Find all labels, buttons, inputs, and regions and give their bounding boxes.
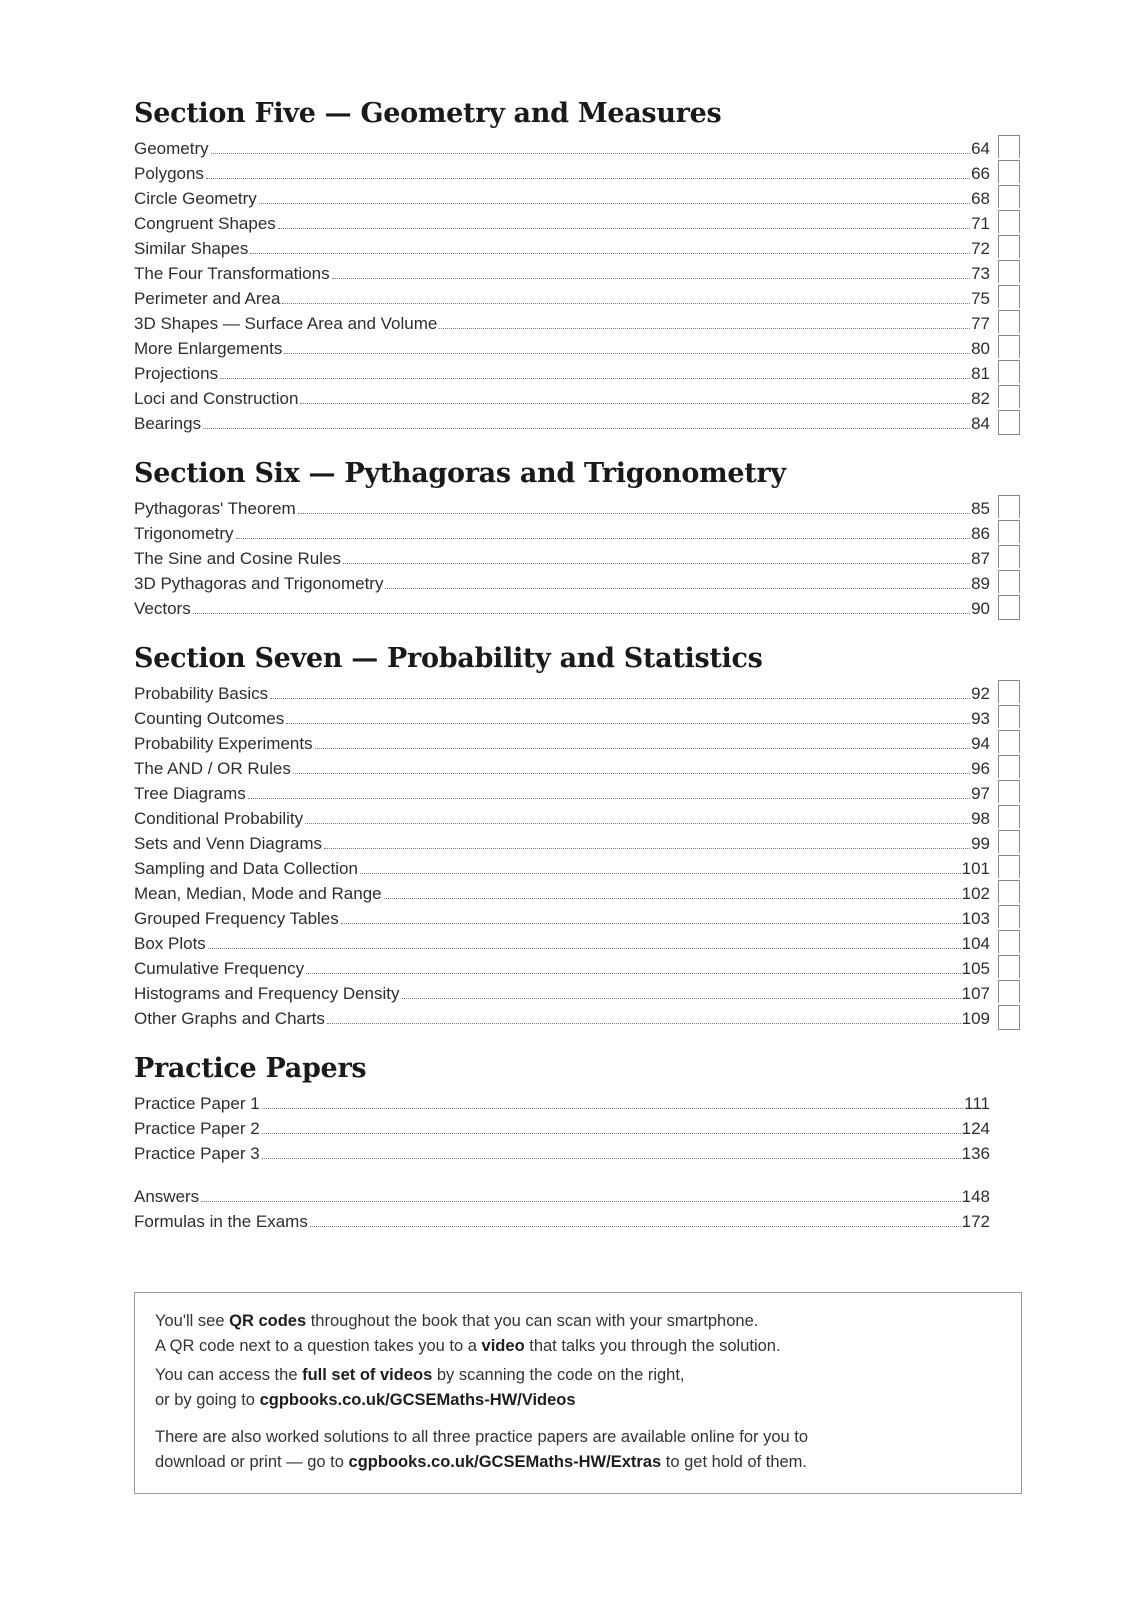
dotted-leader [203, 427, 970, 429]
progress-checkbox[interactable] [998, 805, 1020, 828]
notice-line: or by going to cgpbooks.co.uk/GCSEMaths-HW/Videos [155, 1391, 576, 1409]
notice-line: There are also worked solutions to all three practice papers are available online for you to [155, 1428, 809, 1446]
dotted-leader [341, 922, 961, 924]
dotted-leader [360, 872, 961, 874]
notice-line: download or print — go to cgpbooks.co.uk/GCSEMaths-HW/Extras to get hold of them. [155, 1453, 808, 1471]
toc-entry-label: Answers [134, 1187, 200, 1206]
toc-entry[interactable] [134, 135, 990, 160]
toc-entry-label: Vectors [134, 599, 191, 618]
toc-entry-label: Formulas in the Exams [134, 1212, 308, 1231]
toc-entry-label: Tree Diagrams [134, 784, 246, 803]
toc-entry-page-number: 89 [971, 574, 990, 593]
toc-entry-label: Projections [134, 364, 219, 383]
toc-entry-page-number: 90 [971, 599, 990, 618]
toc-entry-page-number: 92 [971, 684, 990, 703]
toc-entry-page-number: 72 [971, 239, 990, 258]
toc-entry-page-number: 124 [961, 1119, 990, 1138]
progress-checkbox[interactable] [998, 570, 1020, 593]
toc-entry-label: Similar Shapes [134, 239, 249, 258]
progress-checkbox[interactable] [998, 545, 1020, 568]
progress-checkbox[interactable] [998, 755, 1020, 778]
toc-entry[interactable] [134, 545, 990, 570]
qr-code-notice-box [134, 1292, 1022, 1494]
dotted-leader [324, 847, 970, 849]
toc-section [134, 456, 1024, 620]
progress-checkbox[interactable] [998, 780, 1020, 803]
toc-entry-page-number: 75 [971, 289, 990, 308]
toc-entry[interactable] [134, 1183, 990, 1208]
progress-checkbox[interactable] [998, 520, 1020, 543]
dotted-leader [211, 152, 970, 154]
toc-entry-label: Perimeter and Area [134, 289, 281, 308]
dotted-leader [201, 1200, 960, 1202]
toc-entry[interactable] [134, 360, 990, 385]
dotted-leader [193, 612, 970, 614]
toc-entry[interactable] [134, 185, 990, 210]
toc-entry[interactable] [134, 955, 990, 980]
toc-entry-label: More Enlargements [134, 339, 283, 358]
toc-entry-page-number: 97 [971, 784, 990, 803]
toc-entry[interactable] [134, 285, 990, 310]
toc-entry-label: The Sine and Cosine Rules [134, 549, 341, 568]
dotted-leader [270, 697, 970, 699]
toc-entry[interactable] [134, 980, 990, 1005]
dotted-leader [385, 587, 970, 589]
toc-entry-page-number: 66 [971, 164, 990, 183]
dotted-leader [332, 277, 971, 279]
dotted-leader [305, 822, 970, 824]
progress-checkbox[interactable] [998, 235, 1020, 258]
toc-entry-page-number: 86 [971, 524, 990, 543]
toc-entry-page-number: 82 [971, 389, 990, 408]
dotted-leader [439, 327, 970, 329]
progress-checkbox[interactable] [998, 335, 1020, 358]
toc-entry[interactable] [134, 1208, 990, 1233]
progress-checkbox[interactable] [998, 135, 1020, 158]
toc-entry-page-number: 71 [971, 214, 990, 233]
dotted-leader [206, 177, 970, 179]
progress-checkbox[interactable] [998, 730, 1020, 753]
notice-line: A QR code next to a question takes you to a video that talks you through the solution. [155, 1337, 781, 1355]
toc-entry-page-number: 109 [961, 1009, 990, 1028]
progress-checkbox[interactable] [998, 595, 1020, 620]
toc-entry-page-number: 103 [961, 909, 990, 928]
toc-entry-page-number: 93 [971, 709, 990, 728]
notice-line: You can access the full set of videos by scanning the code on the right, [155, 1366, 685, 1384]
toc-entry-label: The Four Transformations [134, 264, 330, 283]
toc-entry-page-number: 81 [971, 364, 990, 383]
progress-checkbox[interactable] [998, 310, 1020, 333]
toc-entry-page-number: 96 [971, 759, 990, 778]
progress-checkbox[interactable] [998, 880, 1020, 903]
dotted-leader [300, 402, 970, 404]
toc-entry[interactable] [134, 1005, 990, 1030]
progress-checkbox[interactable] [998, 830, 1020, 853]
toc-entry[interactable] [134, 495, 990, 520]
toc-entry[interactable] [134, 570, 990, 595]
toc-entry-page-number: 87 [971, 549, 990, 568]
toc-entry-page-number: 94 [971, 734, 990, 753]
toc-entry[interactable] [134, 1140, 990, 1165]
progress-checkbox[interactable] [998, 185, 1020, 208]
dotted-leader [293, 772, 970, 774]
toc-entry-page-number: 64 [971, 139, 990, 158]
toc-entry-page-number: 148 [961, 1187, 990, 1206]
toc-entry-label: Cumulative Frequency [134, 959, 305, 978]
progress-checkbox[interactable] [998, 980, 1020, 1003]
dotted-leader [284, 352, 970, 354]
toc-entry-list [134, 680, 1024, 1030]
toc-entry-label: Probability Basics [134, 684, 269, 703]
dotted-leader [236, 537, 971, 539]
toc-entry-label: Mean, Median, Mode and Range [134, 884, 382, 903]
toc-entry-page-number: 99 [971, 834, 990, 853]
toc-entry[interactable] [134, 755, 990, 780]
sections-container [134, 96, 1024, 1165]
toc-entry-label: Conditional Probability [134, 809, 304, 828]
progress-checkbox[interactable] [998, 260, 1020, 283]
notice-line: You'll see QR codes throughout the book that you can scan with your smartphone. [155, 1312, 759, 1330]
toc-entry[interactable] [134, 705, 990, 730]
toc-section [134, 641, 1024, 1030]
toc-entry-list [134, 495, 1024, 620]
toc-entry[interactable] [134, 1090, 990, 1115]
dotted-leader [278, 227, 970, 229]
toc-entry-label: Counting Outcomes [134, 709, 285, 728]
toc-entry[interactable] [134, 520, 990, 545]
dotted-leader [343, 562, 970, 564]
toc-entry-label: Practice Paper 3 [134, 1144, 260, 1163]
progress-checkbox[interactable] [998, 905, 1020, 928]
toc-entry-page-number: 73 [971, 264, 990, 283]
dotted-leader [310, 1225, 961, 1227]
dotted-leader [384, 897, 961, 899]
toc-entry-label: Loci and Construction [134, 389, 299, 408]
toc-entry-label: Geometry [134, 139, 209, 158]
progress-checkbox[interactable] [998, 930, 1020, 953]
progress-checkbox[interactable] [998, 410, 1020, 435]
dotted-leader [262, 1157, 961, 1159]
videos-link[interactable]: cgpbooks.co.uk/GCSEMaths-HW/Videos [259, 1391, 576, 1409]
toc-entry-label: Sets and Venn Diagrams [134, 834, 323, 853]
progress-checkbox[interactable] [998, 955, 1020, 978]
toc-entry-label: Practice Paper 2 [134, 1119, 260, 1138]
toc-entry-page-number: 101 [961, 859, 990, 878]
section-title: Section Seven — Probability and Statistics [134, 643, 763, 674]
dotted-leader [248, 797, 970, 799]
toc-entry-list [134, 135, 1024, 435]
toc-entry-label: Grouped Frequency Tables [134, 909, 339, 928]
toc-entry-page-number: 111 [964, 1094, 990, 1113]
toc-entry[interactable] [134, 1115, 990, 1140]
progress-checkbox[interactable] [998, 1005, 1020, 1030]
toc-entry-label: Bearings [134, 414, 202, 433]
dotted-leader [286, 722, 970, 724]
toc-entry-label: Circle Geometry [134, 189, 257, 208]
toc-entry-page-number: 98 [971, 809, 990, 828]
toc-entry[interactable] [134, 310, 990, 335]
toc-entry[interactable] [134, 595, 990, 620]
toc-entry[interactable] [134, 260, 990, 285]
toc-entry-page-number: 84 [971, 414, 990, 433]
toc-entry[interactable] [134, 780, 990, 805]
toc-entry-label: Polygons [134, 164, 204, 183]
progress-checkbox[interactable] [998, 210, 1020, 233]
dotted-leader [306, 972, 961, 974]
toc-entry-label: Histograms and Frequency Density [134, 984, 400, 1003]
dotted-leader [282, 302, 970, 304]
dotted-leader [220, 377, 970, 379]
toc-entry-page-number: 172 [961, 1212, 990, 1231]
toc-entry-page-number: 104 [961, 934, 990, 953]
toc-entry[interactable] [134, 410, 990, 435]
toc-entry-label: Trigonometry [134, 524, 234, 543]
toc-entry[interactable] [134, 680, 990, 705]
toc-entry-label: 3D Shapes — Surface Area and Volume [134, 314, 438, 333]
toc-entry[interactable] [134, 805, 990, 830]
progress-checkbox[interactable] [998, 680, 1020, 703]
toc-entry[interactable] [134, 855, 990, 880]
toc-entry-page-number: 80 [971, 339, 990, 358]
toc-entry-label: Practice Paper 1 [134, 1094, 260, 1113]
section-title: Section Five — Geometry and Measures [134, 98, 722, 129]
toc-entry-label: 3D Pythagoras and Trigonometry [134, 574, 384, 593]
dotted-leader [208, 947, 961, 949]
progress-checkbox[interactable] [998, 285, 1020, 308]
dotted-leader [327, 1022, 961, 1024]
toc-entry-page-number: 105 [961, 959, 990, 978]
contents-page [134, 96, 1024, 1233]
toc-entry[interactable] [134, 730, 990, 755]
dotted-leader [262, 1132, 961, 1134]
toc-entry-page-number: 107 [961, 984, 990, 1003]
toc-entry[interactable] [134, 210, 990, 235]
progress-checkbox[interactable] [998, 360, 1020, 383]
toc-entry-label: Pythagoras' Theorem [134, 499, 296, 518]
extras-list [134, 1183, 1024, 1233]
toc-entry[interactable] [134, 335, 990, 360]
toc-entry-label: The AND / OR Rules [134, 759, 291, 778]
progress-checkbox[interactable] [998, 385, 1020, 408]
progress-checkbox[interactable] [998, 495, 1020, 518]
dotted-leader [402, 997, 961, 999]
toc-entry-label: Probability Experiments [134, 734, 313, 753]
toc-entry[interactable] [134, 905, 990, 930]
progress-checkbox[interactable] [998, 705, 1020, 728]
toc-entry[interactable] [134, 830, 990, 855]
toc-entry[interactable] [134, 880, 990, 905]
toc-entry-list [134, 1090, 1024, 1165]
toc-entry-label: Congruent Shapes [134, 214, 276, 233]
section-title: Practice Papers [134, 1053, 367, 1084]
progress-checkbox[interactable] [998, 855, 1020, 878]
toc-entry[interactable] [134, 930, 990, 955]
toc-section [134, 96, 1024, 435]
toc-entry-page-number: 102 [961, 884, 990, 903]
dotted-leader [250, 252, 970, 254]
toc-section [134, 1051, 1024, 1165]
extras-link[interactable]: cgpbooks.co.uk/GCSEMaths-HW/Extras [348, 1453, 662, 1471]
toc-entry-label: Other Graphs and Charts [134, 1009, 325, 1028]
toc-entry-page-number: 68 [971, 189, 990, 208]
toc-entry[interactable] [134, 235, 990, 260]
toc-entry-label: Box Plots [134, 934, 206, 953]
dotted-leader [262, 1107, 963, 1109]
dotted-leader [315, 747, 971, 749]
toc-entry-page-number: 77 [971, 314, 990, 333]
dotted-leader [259, 202, 970, 204]
dotted-leader [298, 512, 970, 514]
section-title: Section Six — Pythagoras and Trigonometry [134, 458, 786, 489]
toc-entry-label: Sampling and Data Collection [134, 859, 358, 878]
progress-checkbox[interactable] [998, 160, 1020, 183]
toc-entry[interactable] [134, 385, 990, 410]
toc-entry-page-number: 136 [961, 1144, 990, 1163]
toc-entry-page-number: 85 [971, 499, 990, 518]
toc-entry[interactable] [134, 160, 990, 185]
